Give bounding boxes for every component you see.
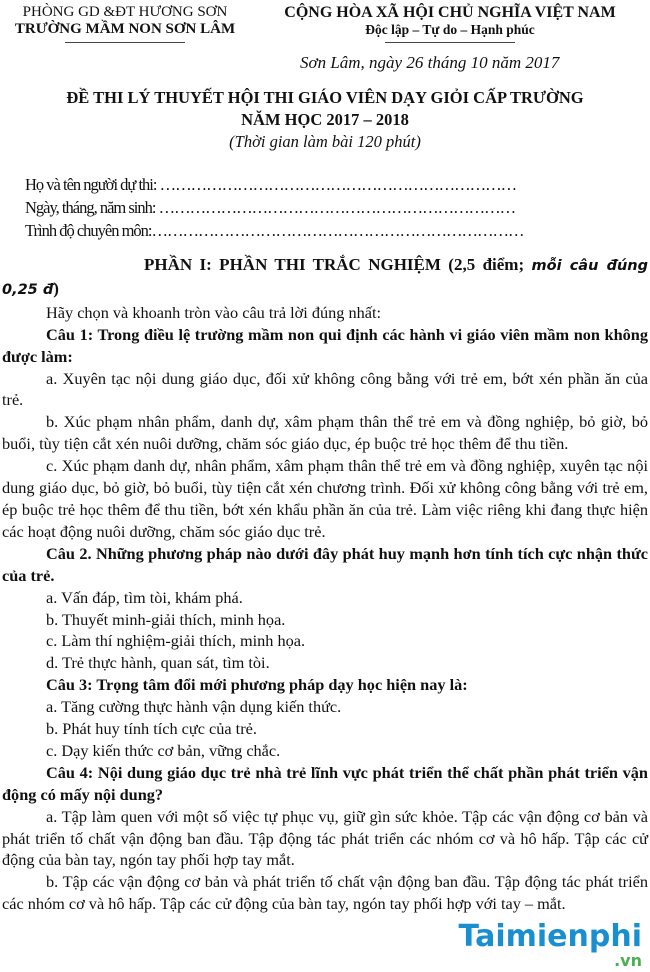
q2-option-a: a. Vấn đáp, tìm tòi, khám phá. <box>46 587 243 607</box>
document-header <box>0 0 650 43</box>
q3-option-c: c. Dạy kiến thức cơ bản, vững chắc. <box>46 740 281 760</box>
candidate-fields <box>25 173 650 242</box>
q2-option-c: c. Làm thí nghiệm-giải thích, minh họa. <box>46 631 306 651</box>
issuing-org <box>0 4 250 43</box>
divider <box>385 42 515 43</box>
field-name: Họ và tên người dự thi: …………………………………………………………… <box>25 175 517 194</box>
divider <box>65 42 185 43</box>
question-1: Câu 1: Trong điều lệ trường mầm non qui định các hành vi giáo viên mầm non không được làm: <box>2 324 648 366</box>
question-2: Câu 2. Những phương pháp nào dưới đây phát huy mạnh hơn tính tích cực nhận thức của trẻ. <box>2 543 648 585</box>
q1-option-b: b. Xúc phạm nhân phẩm, danh dự, xâm phạm thân thể trẻ em và đồng nghiệp, bỏ giờ, bỏ buổi, tùy tiện cắt xén nuôi dưỡng, chăm sóc giáo dục, ép buộc trẻ học thêm để thu tiền. <box>2 412 648 454</box>
field-qualification: Trình độ chuyên môn:……………………………………………………………… <box>25 221 524 240</box>
document-date: Sơn Lâm, ngày 26 tháng 10 năm 2017 <box>300 53 560 72</box>
exam-title <box>0 87 650 153</box>
motto: Độc lập – Tự do – Hạnh phúc <box>365 22 535 37</box>
section-title-end: ) <box>53 278 59 298</box>
section-heading <box>2 254 648 302</box>
instruction: Hãy chọn và khoanh tròn vào câu trả lời đúng nhất: <box>46 302 382 322</box>
exam-duration: (Thời gian làm bài 120 phút) <box>229 132 421 151</box>
q2-option-b: b. Thuyết minh-giải thích, minh họa. <box>46 609 286 629</box>
department-name: PHÒNG GD &ĐT HƯƠNG SƠN <box>22 4 228 20</box>
q3-option-b: b. Phát huy tính tích cực của trẻ. <box>46 719 257 739</box>
q2-option-d: d. Trẻ thực hành, quan sát, tìm tòi. <box>46 653 270 673</box>
country-name: CỘNG HÒA XÃ HỘI CHỦ NGHĨA VIỆT NAM <box>284 4 616 21</box>
watermark-logo <box>0 915 650 972</box>
field-birthdate: Ngày, tháng, năm sinh: …………………………………………………………… <box>25 198 516 217</box>
q1-option-c: c. Xúc phạm danh dự, nhân phẩm, xâm phạm thân thể trẻ em và đồng nghiệp, xuyên tạc nội dung giáo dục, bỏ giờ, bỏ buổi, tùy tiện cắt xén chương trình. Đối xử không công bằng với trẻ em, ép buộc trẻ học thêm để thu tiền, bớt xén khẩu phần ăn của trẻ. Làm việc riêng khi đang thực hiện các hoạt động nuôi dưỡng, chăm sóc giáo dục trẻ. <box>2 456 648 541</box>
exam-body <box>0 254 650 915</box>
title-line-1: ĐỀ THI LÝ THUYẾT HỘI THI GIÁO VIÊN DẠY GIỎI CẤP TRƯỜNG <box>66 88 584 107</box>
national-motto <box>250 4 650 43</box>
section-points: mỗi câu đúng 0,25 đ <box>2 258 648 298</box>
watermark-tld: .vn <box>614 951 642 971</box>
question-4: Câu 4: Nội dung giáo dục trẻ nhà trẻ lĩnh vực phát triển thể chất phần phát triển vận động có mấy nội dung? <box>2 762 648 804</box>
q3-option-a: a. Tăng cường thực hành vận dụng kiến thức. <box>46 697 342 717</box>
school-name: TRƯỜNG MẦM NON SƠN LÂM <box>14 21 236 37</box>
section-title: PHẦN I: PHẦN THI TRẮC NGHIỆM (2,5 điểm; <box>144 255 532 274</box>
q1-option-a: a. Xuyên tạc nội dung giáo dục, đối xử không công bằng với trẻ em, bớt xén phần ăn của trẻ. <box>2 368 648 410</box>
question-3: Câu 3: Trọng tâm đổi mới phương pháp dạy học hiện nay là: <box>46 675 468 695</box>
watermark-brand: Taimienphi <box>458 919 642 955</box>
title-line-2: NĂM HỌC 2017 – 2018 <box>241 110 409 129</box>
q4-option-a: a. Tập làm quen với một số việc tự phục vụ, giữ gìn sức khỏe. Tập các vận động cơ bản và phát triển tố chất vận động ban đầu. Tập động tác phát triển các nhóm cơ và hô hấp. Tập các cử động của bàn tay, ngón tay phối hợp tay mắt. <box>2 806 648 870</box>
q4-option-b: b. Tập các vận động cơ bản và phát triển tố chất vận động ban đầu. Tập động tác phát triển các nhóm cơ và hô hấp. Tập các cử động của bàn tay, ngón tay phối hợp với tay – mắt. <box>2 872 648 914</box>
